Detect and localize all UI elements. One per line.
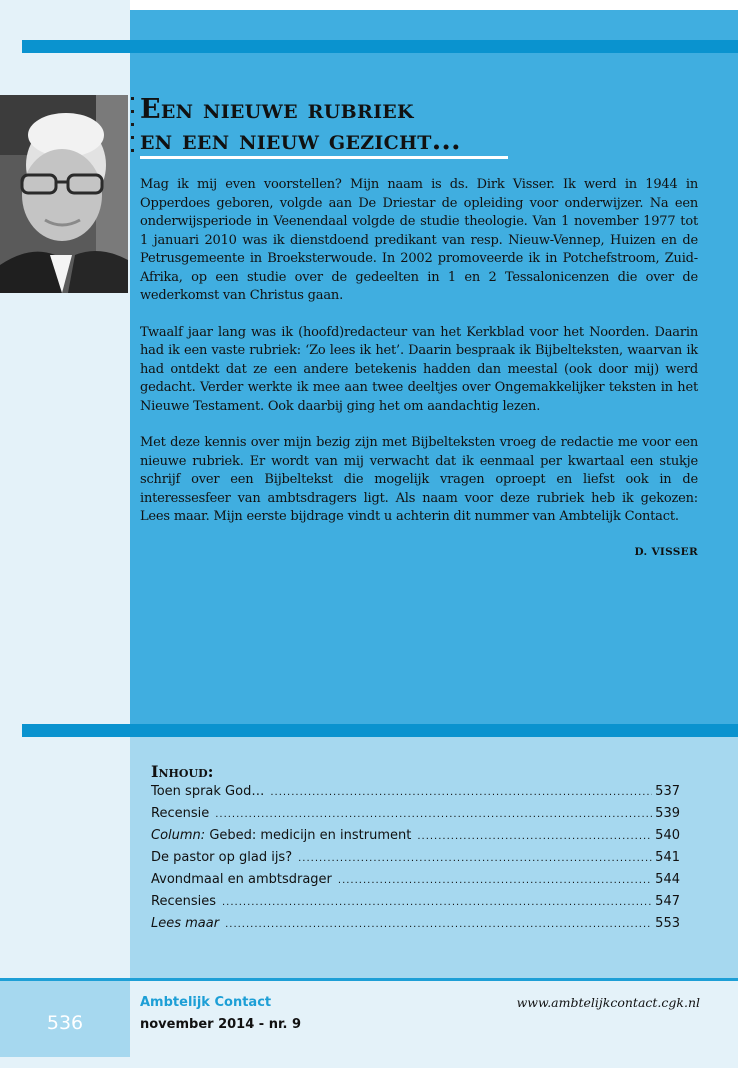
article-paragraph-1: Mag ik mij even voorstellen? Mijn naam is ds. Dirk Visser. Ik werd in 1944 in Opperdoes geboren, volgde aan De Driestar de opleiding voor onderwijzer. Na een onderwijsperiode in Veenendaal volgde de studie theologie. Van 1 november 1977 tot 1 januari 2010 was ik dienstdoend predikant van resp. Nieuw-Vennep, Huizen en de Petrusgemeente in Broeksterwoude. In 2002 promoveerde ik in Potchefstroom, Zuid-Afrika, op een studie over de gedeelten in 1 en 2 Tessalonicenzen die over de wederkomst van Christus gaan.: [140, 177, 698, 303]
journal-name: Ambtelijk Contact: [140, 995, 272, 1010]
toc-item-page: 544: [655, 872, 680, 887]
top-accent-bar: [22, 40, 738, 53]
article-title: [140, 94, 461, 156]
toc-item-page: 540: [655, 828, 680, 843]
article-paragraph-3: Met deze kennis over mijn bezig zijn met Bijbelteksten vroeg de redactie me voor een nieuwe rubriek. Er wordt van mij verwacht dat ik eenmaal per kwartaal een stukje schrijf over een Bijbeltekst die mogelijk vragen oproept en liefst ook in de interessesfeer van ambtsdragers ligt. Als naam voor deze rubriek heb ik gekozen: Lees maar. Mijn eerste bijdrage vindt u achterin dit nummer van Ambtelijk Contact.: [140, 435, 698, 524]
author-signature: D. VISSER: [634, 546, 698, 558]
toc-item-page: 547: [655, 894, 680, 909]
toc-item-label: Recensies: [151, 894, 216, 909]
toc-item-label: Column: Gebed: medicijn en instrument: [151, 828, 412, 843]
toc-item[interactable]: [151, 784, 680, 806]
toc-item-leader: [215, 809, 652, 820]
toc-item-leader: [225, 919, 652, 930]
toc-list: [151, 784, 680, 938]
article-body: [140, 176, 698, 527]
toc-item-page: 541: [655, 850, 680, 865]
title-underline: [140, 156, 508, 159]
toc-item-page: 537: [655, 784, 680, 799]
toc-item-leader: [270, 787, 652, 798]
toc-item[interactable]: [151, 850, 680, 872]
toc-item[interactable]: [151, 828, 680, 850]
toc-item-leader: [338, 875, 652, 886]
toc-item-label: Recensie: [151, 806, 210, 821]
website-link[interactable]: www.ambtelijkcontact.cgk.nl: [516, 995, 700, 1010]
toc-item-label: Lees maar: [151, 916, 220, 931]
toc-item-label: Toen sprak God…: [151, 784, 265, 799]
toc-item-leader: [298, 853, 652, 864]
issue-info: november 2014 - nr. 9: [140, 1017, 302, 1032]
toc-item[interactable]: [151, 806, 680, 828]
toc-item-prefix: Column:: [151, 828, 206, 843]
author-portrait-photo: [0, 95, 128, 293]
toc-item-label: De pastor op glad ijs?: [151, 850, 293, 865]
page-number: 536: [46, 1012, 84, 1034]
toc-heading: Inhoud:: [151, 762, 214, 781]
toc-item-leader: [417, 831, 652, 842]
decorative-dots: [131, 97, 135, 162]
article-title-line-1: Een nieuwe rubriek: [140, 94, 414, 125]
article-title-line-2: en een nieuw gezicht...: [140, 125, 461, 156]
toc-item[interactable]: [151, 894, 680, 916]
toc-item[interactable]: [151, 872, 680, 894]
toc-item-page: 553: [655, 916, 680, 931]
toc-item-leader: [222, 897, 652, 908]
article-paragraph-2: Twaalf jaar lang was ik (hoofd)redacteur van het Kerkblad voor het Noorden. Daarin had ik een vaste rubriek: ‘Zo lees ik het’. Daarin bespraak ik Bijbelteksten, waarvan ik had ontdekt dat ze een andere betekenis hadden dan meestal (ook door mij) werd gedacht. Verder werkte ik mee aan twee deeltjes over Ongemakkelijker teksten in het Nieuwe Testament. Ook daarbij ging het om aandachtig lezen.: [140, 324, 698, 414]
toc-item-label: Avondmaal en ambtsdrager: [151, 872, 332, 887]
middle-accent-bar: [22, 724, 738, 737]
toc-item-page: 539: [655, 806, 680, 821]
toc-item[interactable]: [151, 916, 680, 938]
